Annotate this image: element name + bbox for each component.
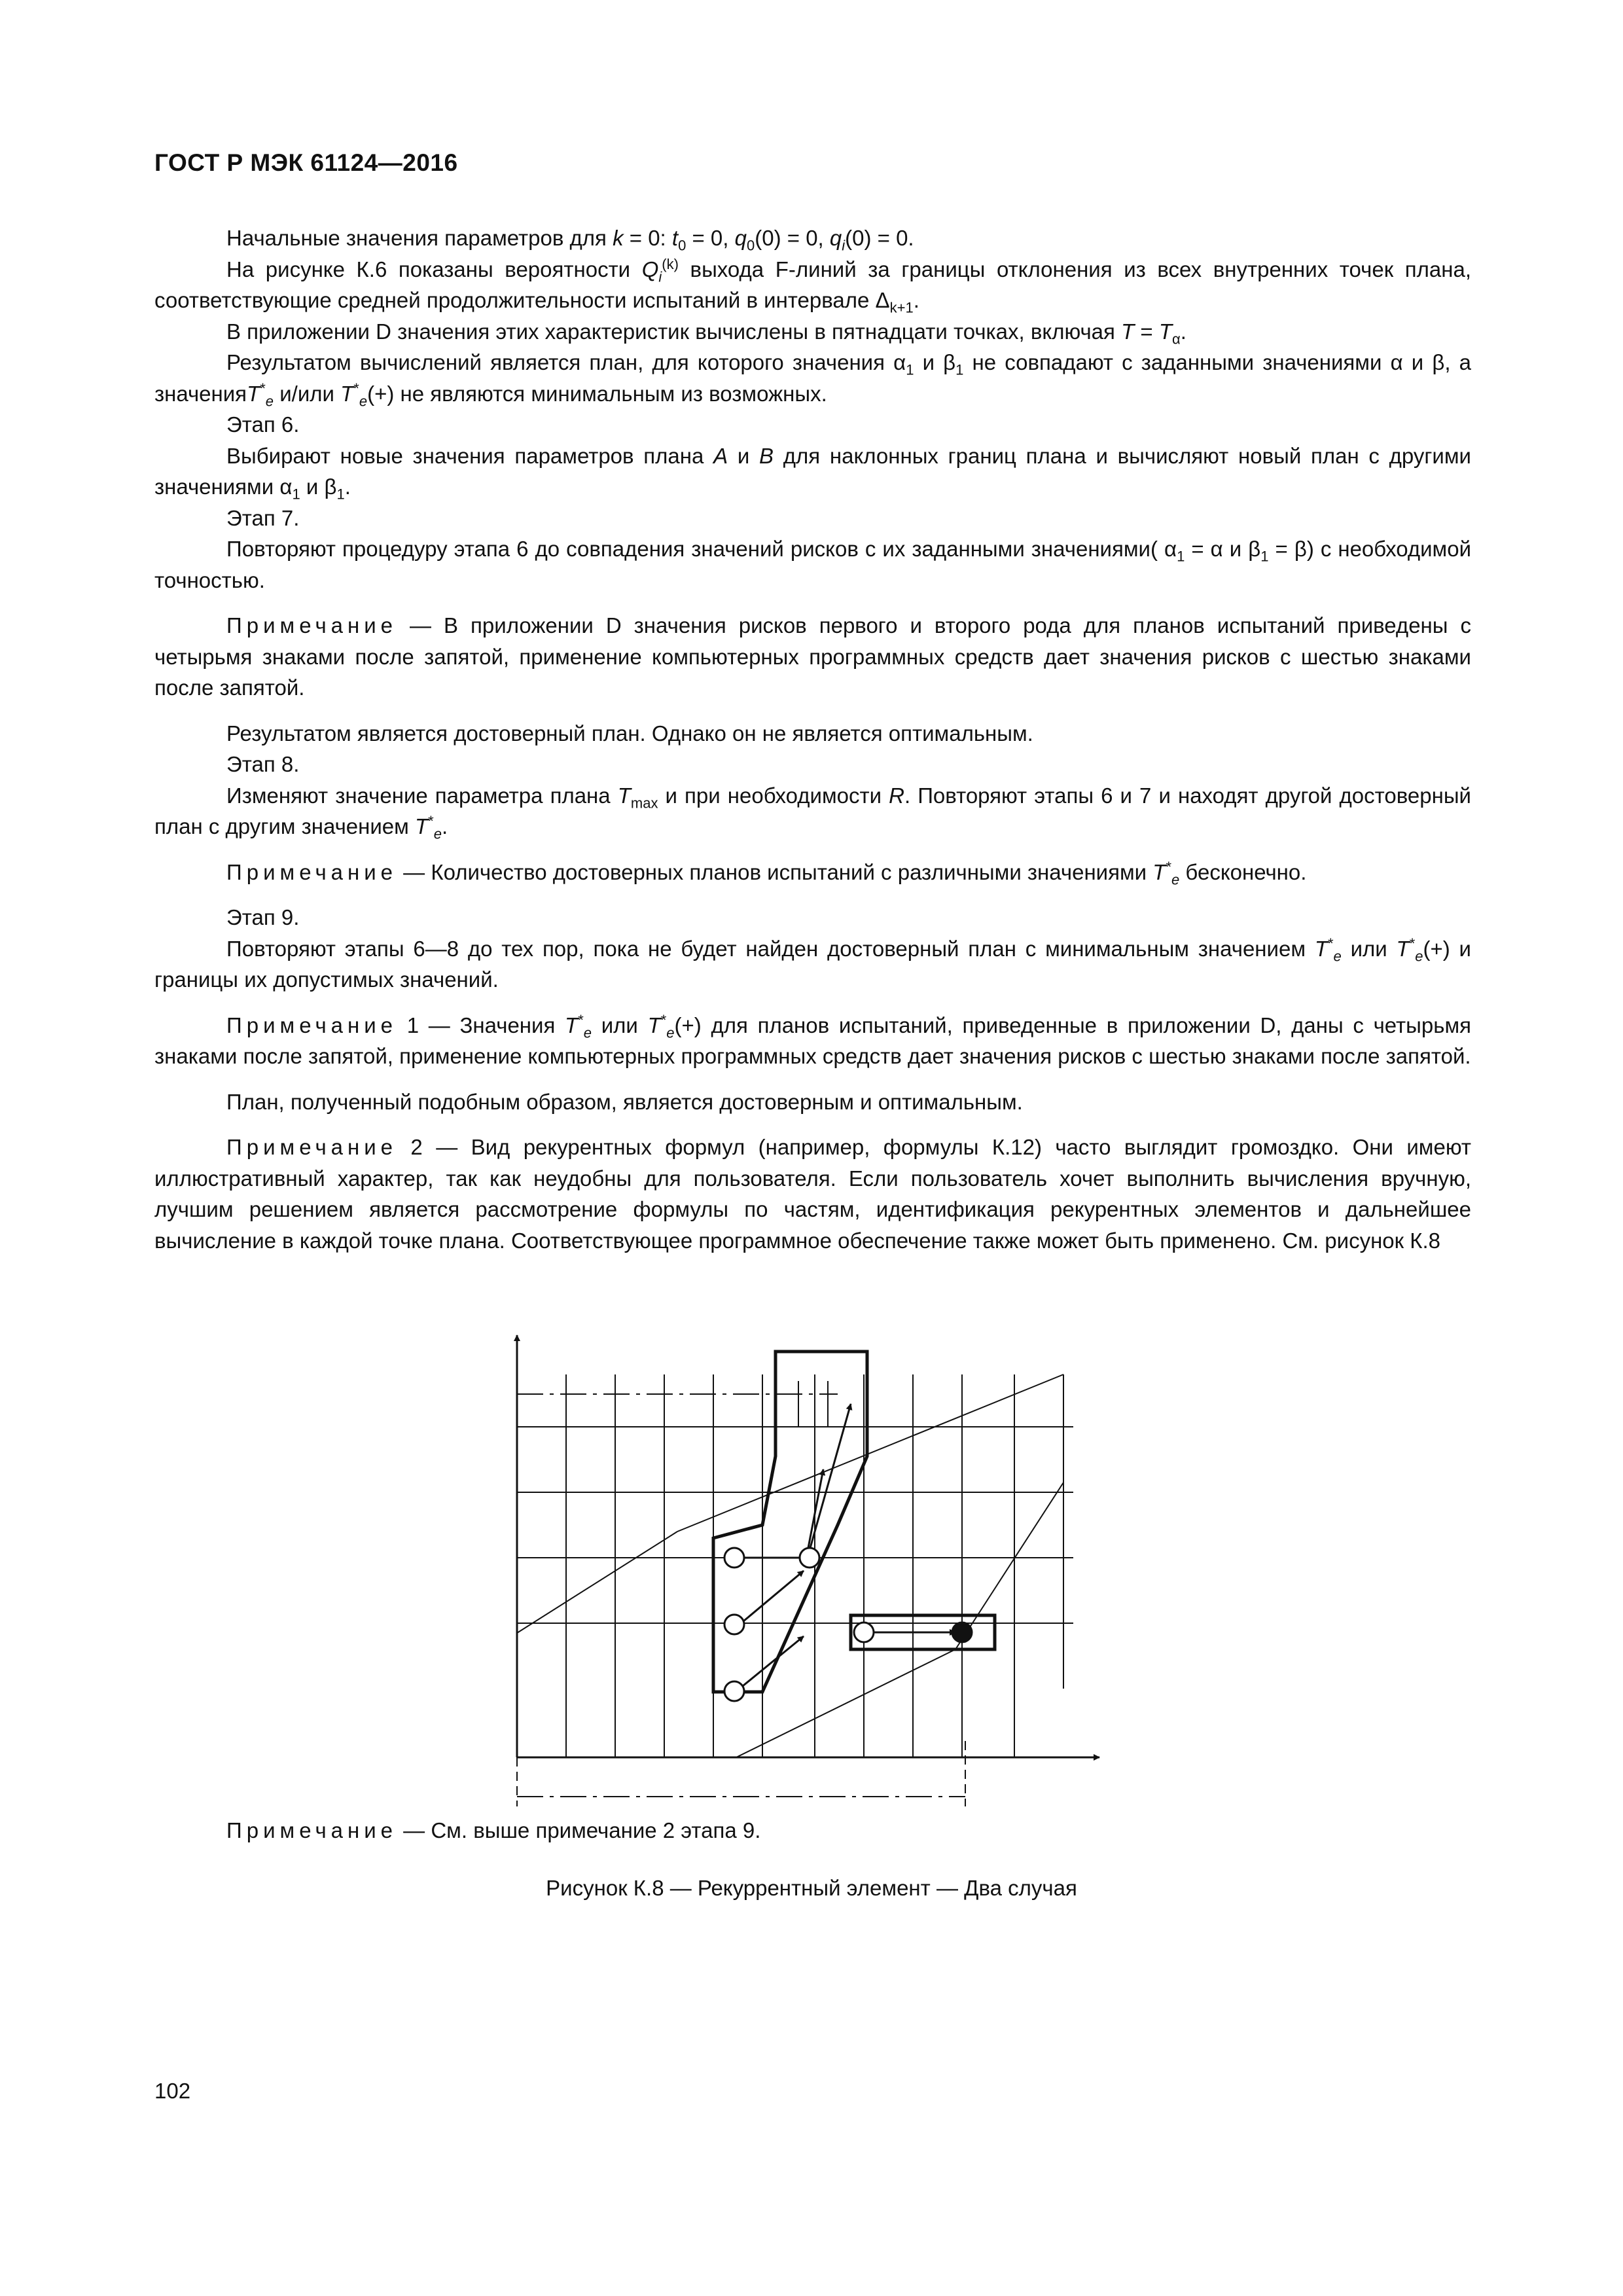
note-infinite-plans: Примечание — Количество достоверных планов испытаний с различными значениями $T^*_e$ бесконечно. bbox=[226, 858, 1307, 888]
page-number: 102 bbox=[154, 2079, 191, 2103]
transition-arrows bbox=[740, 1404, 955, 1689]
grid bbox=[517, 1374, 1073, 1757]
note-1-values: Примечание 1 — Значения $T^*_e$ или $T^*_e(+)$ для планов испытаний, приведенные в приложении D, даны с четырьмя знаками после запятой, применение компьютерных программных средств дает значения рисков с шестью знаками после запятой. bbox=[154, 1011, 1471, 1068]
stage-9-heading: Этап 9. bbox=[226, 905, 300, 929]
plan-points bbox=[724, 1548, 972, 1701]
note-2-recurrent: Примечание 2 — Вид рекурентных формул (например, формулы К.12) часто выглядит громоздко. Они имеют иллюстративный характер, так как неудобны для пользователя. Если пользователь хочет выполнить вычисления вручную, лучшим решением является рассмотрение формулы по частям, идентификация рекурентных элементов и дальнейшее вычисление в каждой точке плана. Соответствующее программное обеспечение также может быть применено. См. рисунок К.8 bbox=[154, 1135, 1471, 1253]
paragraph-appendix-d: В приложении D значения этих характеристик вычислены в пятнадцати точках, включая $T = T_\alpha$. bbox=[226, 319, 1186, 348]
plan-region-left bbox=[713, 1352, 867, 1692]
paragraph-optimal-plan: План, полученный подобным образом, является достоверным и оптимальным. bbox=[226, 1089, 1023, 1114]
paragraph-stage-7: Повторяют процедуру этапа 6 до совпадения значений рисков с их заданными значениями( $\alpha_1 = \alpha$ и $\beta_1 = \beta$) с необходимой точностью. bbox=[154, 537, 1472, 592]
figure-note: Примечание — См. выше примечание 2 этапа 9. bbox=[226, 1818, 761, 1842]
boundary-lines bbox=[517, 1374, 1063, 1757]
inner-lines bbox=[798, 1381, 828, 1427]
document-header: ГОСТ Р МЭК 61124—2016 bbox=[154, 149, 458, 176]
figure-k8-recurrent-element bbox=[497, 1322, 1126, 1806]
paragraph-reliable-plan: Результатом является достоверный план. Однако он не является оптимальным. bbox=[226, 721, 1033, 745]
note-risks: Примечание — В приложении D значения рисков первого и второго рода для планов испытаний приведены с четырьмя знаками после запятой, применение компьютерных программных средств дает значения рисков с шестью знаками после запятой. bbox=[154, 613, 1471, 700]
paragraph-result: Результатом вычислений является план, для которого значения $\alpha_1$ и $\beta_1$ не совпадают с заданными значениями α и β, а значенияT*$_e$ и/или $T^*_e(+)$ не являются минимальным из возможных. bbox=[154, 350, 1471, 410]
paragraph-stage-8: Изменяют значение параметра плана $T_{max}$ и при необходимости R. Повторяют этапы 6 и 7 и находят другой достоверный план с другим значением $T^*_e$. bbox=[154, 783, 1471, 842]
paragraph-figure-k6: На рисунке К.6 показаны вероятности $Q_i^{(k)}$ выхода F-линий за границы отклонения из всех внутренних точек плана, соответствующие средней продолжительности испытаний в интервале $\Delta_{k+1}$. bbox=[154, 255, 1471, 316]
paragraph-stage-6: Выбирают новые значения параметров плана A и B для наклонных границ плана и вычисляют новый план с другими значениями $\alpha_1$ и $\beta_1$. bbox=[154, 443, 1471, 503]
paragraph-initial-values: Начальные значения параметров для k = 0: $t_0 = 0$, $q_0(0) = 0$, $q_i(0) = 0$. bbox=[226, 226, 914, 254]
stage-6-heading: Этап 6. bbox=[226, 412, 300, 437]
paragraph-stage-9: Повторяют этапы 6—8 до тех пор, пока не будет найден достоверный план с минимальным значением $T^*_e$ или $T^*_e(+)$ и границы их допустимых значений. bbox=[154, 935, 1471, 992]
stage-7-heading: Этап 7. bbox=[226, 505, 300, 530]
stage-8-heading: Этап 8. bbox=[226, 752, 300, 776]
body-text bbox=[154, 223, 1471, 1256]
figure-caption: Рисунок К.8 — Рекуррентный элемент — Два случая bbox=[546, 1876, 1077, 1900]
